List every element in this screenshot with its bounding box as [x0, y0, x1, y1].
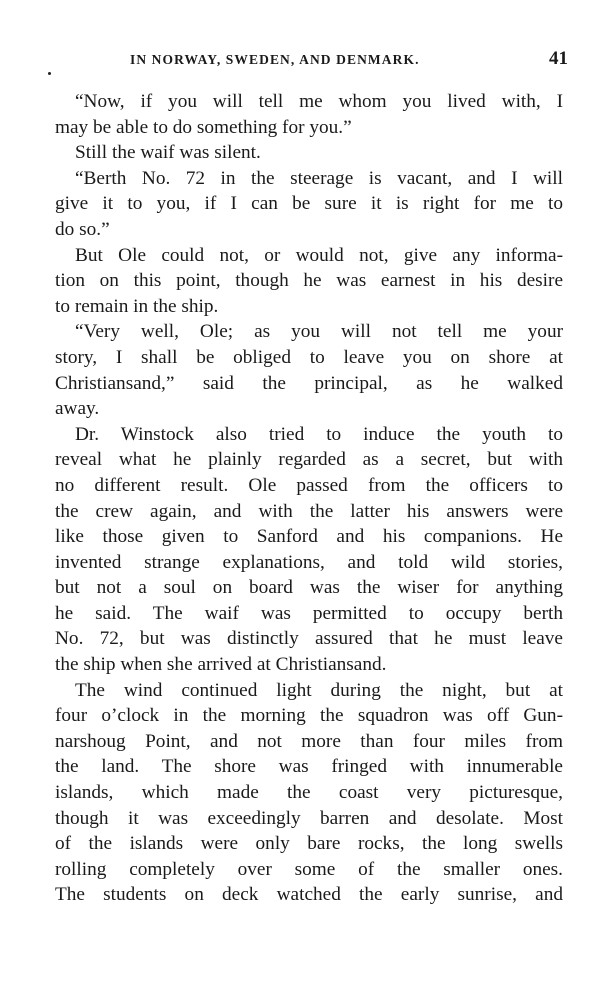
text-line: The students on deck watched the early sunrise, and — [55, 884, 563, 906]
text-line: “Berth No. 72 in the steerage is vacant, and I will — [75, 167, 563, 189]
page-number: 41 — [549, 48, 568, 69]
text-line: But Ole could not, or would not, give any informa- — [75, 244, 563, 266]
text-line: islands, which made the coast very picturesque, — [55, 782, 563, 804]
text-line: Dr. Winstock also tried to induce the youth to — [75, 423, 563, 445]
text-line: but not a soul on board was the wiser for anything — [55, 577, 563, 599]
text-line: story, I shall be obliged to leave you on shore at — [55, 346, 563, 368]
text-line: rolling completely over some of the smaller ones. — [55, 858, 563, 880]
text-line: the crew again, and with the latter his answers were — [55, 500, 563, 522]
text-line: like those given to Sanford and his companions. He — [55, 526, 563, 548]
text-line: “Now, if you will tell me whom you lived with, I — [75, 91, 563, 112]
text-line: though it was exceedingly barren and desolate. Most — [55, 807, 563, 829]
text-line: the land. The shore was fringed with innumerable — [55, 756, 563, 778]
text-line: invented strange explanations, and told wild stories, — [55, 551, 563, 573]
text-line: Still the waif was silent. — [75, 142, 261, 164]
text-line: no different result. Ole passed from the officers to — [55, 474, 563, 496]
text-line: tion on this point, though he was earnest in his desire — [55, 270, 563, 292]
text-line: four o’clock in the morning the squadron was off Gun- — [55, 705, 563, 727]
text-line: The wind continued light during the night, but at — [75, 679, 563, 701]
text-line: may be able to do something for you.” — [55, 116, 352, 138]
text-line: narshoug Point, and not more than four miles from — [55, 730, 563, 752]
text-line: he said. The waif was permitted to occupy berth — [55, 602, 563, 624]
text-line: to remain in the ship. — [55, 295, 219, 317]
print-speck — [48, 72, 51, 75]
running-title: IN NORWAY, SWEDEN, AND DENMARK. — [130, 52, 420, 67]
text-line: “Very well, Ole; as you will not tell me your — [75, 321, 563, 343]
text-line: do so.” — [55, 218, 110, 240]
text-line: reveal what he plainly regarded as a secret, but with — [55, 449, 563, 471]
text-line: away. — [55, 398, 100, 420]
body-text — [55, 89, 563, 908]
running-header — [130, 48, 570, 74]
text-line: the ship when she arrived at Christiansand. — [55, 654, 387, 676]
text-line: Christiansand,” said the principal, as he walked — [55, 372, 563, 394]
text-line: of the islands were only bare rocks, the long swells — [55, 833, 563, 855]
text-line: No. 72, but was distinctly assured that he must leave — [55, 628, 563, 650]
text-line: give it to you, if I can be sure it is right for me to — [55, 193, 563, 215]
